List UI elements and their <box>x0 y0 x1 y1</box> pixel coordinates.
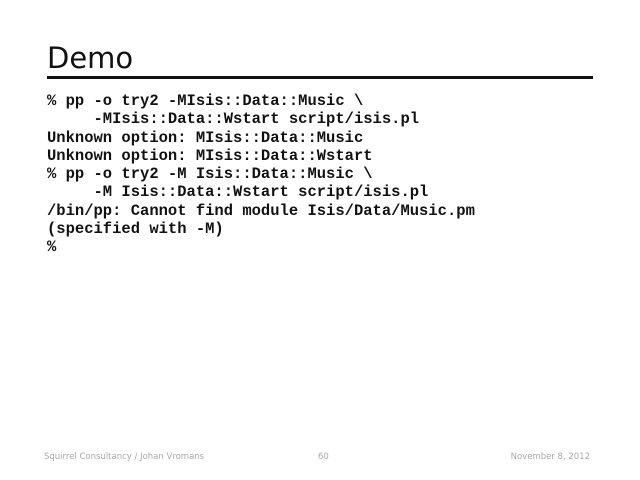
code-line: % pp -o try2 -M Isis::Data::Music \ <box>47 165 373 184</box>
footer-date: November 8, 2012 <box>510 452 590 462</box>
code-line: % <box>47 238 57 257</box>
code-line: -MIsis::Data::Wstart script/isis.pl <box>47 110 420 129</box>
code-line: (specified with -M) <box>47 220 224 239</box>
terminal-code-block <box>47 92 475 257</box>
code-line: /bin/pp: Cannot find module Isis/Data/Music.pm <box>47 201 475 220</box>
slide-title: Demo <box>47 41 134 75</box>
code-line: Unknown option: MIsis::Data::Music <box>47 128 364 147</box>
code-line: Unknown option: MIsis::Data::Wstart <box>47 146 373 165</box>
code-line: -M Isis::Data::Wstart script/isis.pl <box>47 183 429 202</box>
code-line: % pp -o try2 -MIsis::Data::Music \ <box>47 92 364 110</box>
footer-author: Squirrel Consultancy / Johan Vromans <box>44 452 205 462</box>
title-underline <box>47 76 593 79</box>
footer-page-number: 60 <box>318 452 329 462</box>
